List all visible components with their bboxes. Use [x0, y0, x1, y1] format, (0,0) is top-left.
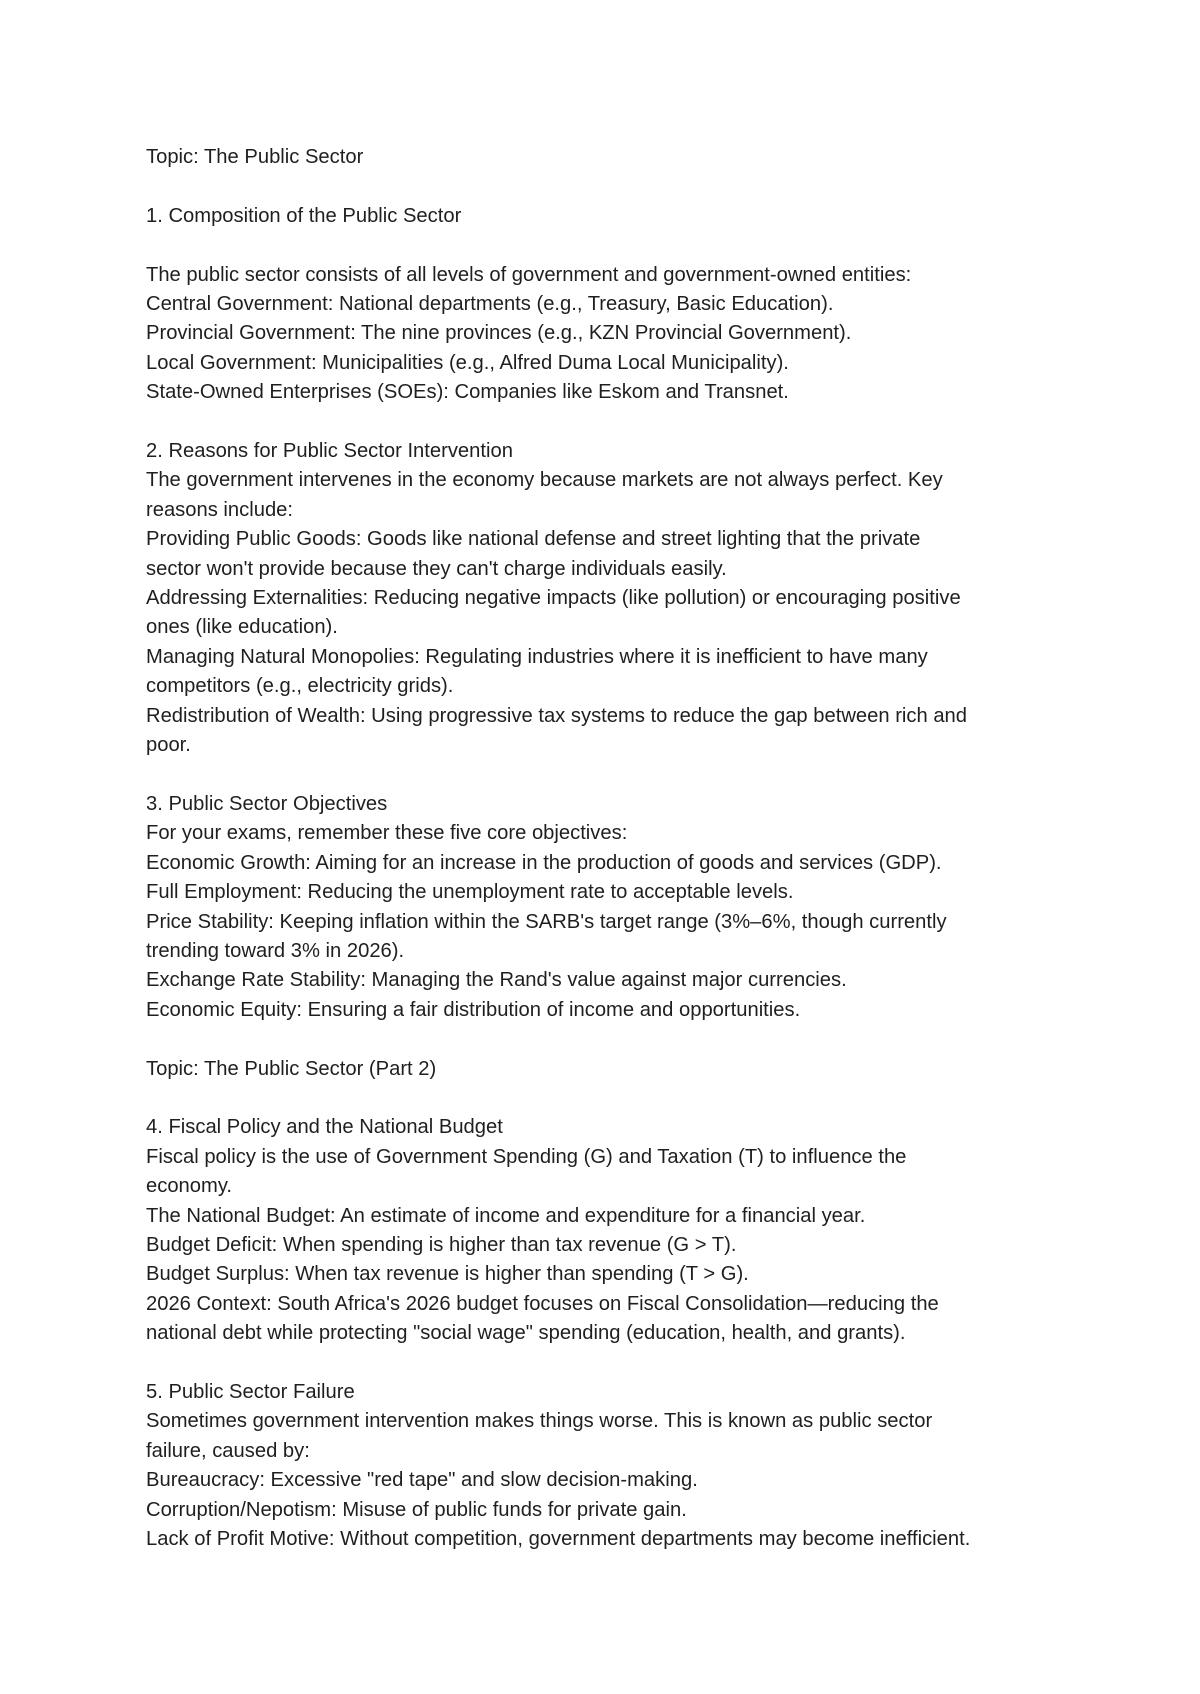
- section-3-line: For your exams, remember these five core objectives:: [146, 822, 628, 845]
- section-4-line: The National Budget: An estimate of income and expenditure for a financial year.: [146, 1204, 866, 1227]
- spacer: [146, 1084, 1066, 1113]
- section-2-line: Addressing Externalities: Reducing negative impacts (like pollution) or encouraging positive: [146, 587, 961, 610]
- section-1-line: Local Government: Municipalities (e.g., Alfred Duma Local Municipality).: [146, 351, 789, 374]
- section-5-heading: 5. Public Sector Failure: [146, 1380, 355, 1403]
- section-1-line: Provincial Government: The nine provinces (e.g., KZN Provincial Government).: [146, 322, 852, 345]
- section-1-line: Central Government: National departments (e.g., Treasury, Basic Education).: [146, 293, 834, 315]
- document-page: [146, 143, 1066, 1554]
- document-title-part-2: Topic: The Public Sector (Part 2): [146, 1057, 437, 1080]
- spacer: [146, 172, 1066, 201]
- section-5-line: Lack of Profit Motive: Without competition, government departments may become inefficient.: [146, 1527, 971, 1550]
- document-title: Topic: The Public Sector: [146, 146, 364, 168]
- section-5-line: Sometimes government intervention makes things worse. This is known as public sector: [146, 1410, 933, 1433]
- section-3-heading: 3. Public Sector Objectives: [146, 792, 388, 815]
- section-2-line: competitors (e.g., electricity grids).: [146, 675, 454, 698]
- section-4-line: 2026 Context: South Africa's 2026 budget focuses on Fiscal Consolidation—reducing the: [146, 1292, 939, 1315]
- section-2-line: Managing Natural Monopolies: Regulating industries where it is inefficient to have many: [146, 645, 928, 668]
- section-4-heading: 4. Fiscal Policy and the National Budget: [146, 1116, 503, 1139]
- section-3-line: Exchange Rate Stability: Managing the Rand's value against major currencies.: [146, 969, 847, 992]
- section-4-line: Fiscal policy is the use of Government Spending (G) and Taxation (T) to influence the: [146, 1145, 907, 1168]
- section-2-line: ones (like education).: [146, 616, 338, 639]
- section-2-line: poor.: [146, 734, 191, 757]
- section-1-line: The public sector consists of all levels of government and government-owned entities:: [146, 263, 912, 286]
- section-4-line: economy.: [146, 1175, 233, 1198]
- section-5-line: Corruption/Nepotism: Misuse of public funds for private gain.: [146, 1498, 687, 1521]
- section-2-line: sector won't provide because they can't charge individuals easily.: [146, 557, 727, 580]
- spacer: [146, 1349, 1066, 1378]
- spacer: [146, 1025, 1066, 1054]
- section-3-line: Price Stability: Keeping inflation within the SARB's target range (3%–6%, though currently: [146, 910, 947, 933]
- section-3-line: Full Employment: Reducing the unemployment rate to acceptable levels.: [146, 881, 794, 904]
- section-3-line: Economic Growth: Aiming for an increase in the production of goods and services (GDP).: [146, 851, 942, 874]
- section-1-line: State-Owned Enterprises (SOEs): Companies like Eskom and Transnet.: [146, 381, 789, 404]
- section-2-heading: 2. Reasons for Public Sector Intervention: [146, 440, 513, 463]
- section-2-line: Providing Public Goods: Goods like national defense and street lighting that the private: [146, 528, 921, 551]
- spacer: [146, 760, 1066, 789]
- section-5-line: Bureaucracy: Excessive "red tape" and slow decision-making.: [146, 1469, 698, 1492]
- section-4-line: Budget Surplus: When tax revenue is higher than spending (T > G).: [146, 1263, 749, 1286]
- section-3-line: trending toward 3% in 2026).: [146, 939, 405, 962]
- section-3-line: Economic Equity: Ensuring a fair distribution of income and opportunities.: [146, 998, 801, 1021]
- section-5-line: failure, caused by:: [146, 1439, 310, 1462]
- section-2-line: Redistribution of Wealth: Using progressive tax systems to reduce the gap between rich and: [146, 704, 968, 727]
- spacer: [146, 231, 1066, 260]
- section-1-heading: 1. Composition of the Public Sector: [146, 204, 462, 227]
- section-4-line: Budget Deficit: When spending is higher than tax revenue (G > T).: [146, 1233, 737, 1256]
- section-2-line: The government intervenes in the economy because markets are not always perfect. Key: [146, 469, 943, 492]
- section-2-line: reasons include:: [146, 498, 294, 521]
- spacer: [146, 408, 1066, 437]
- section-4-line: national debt while protecting "social wage" spending (education, health, and grants).: [146, 1322, 906, 1345]
